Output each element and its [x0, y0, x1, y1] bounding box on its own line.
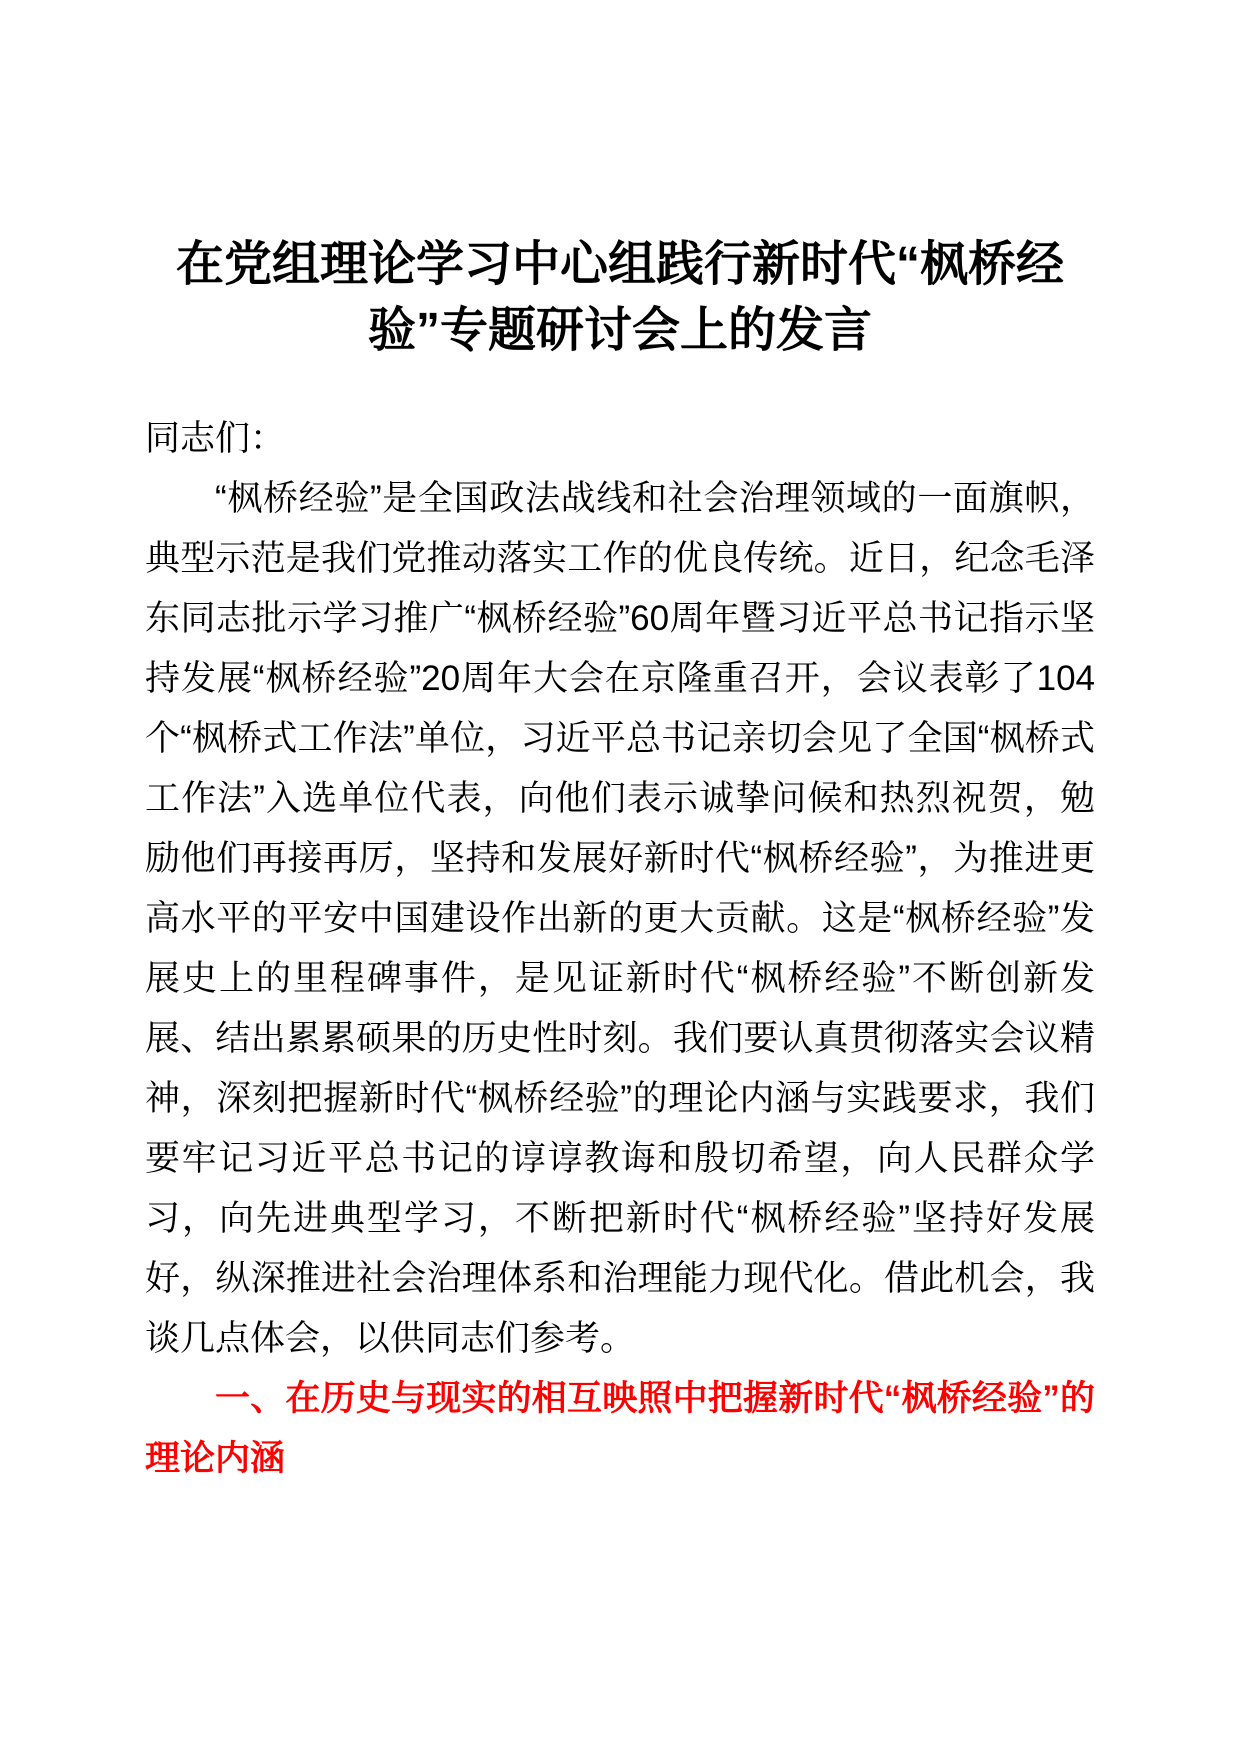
document-title: 在党组理论学习中心组践行新时代“枫桥经验”专题研讨会上的发言	[175, 238, 1064, 357]
salutation-line: 同志们：	[145, 419, 286, 458]
section-heading-1: 一、在历史与现实的相互映照中把握新时代“枫桥经验”的理论内涵	[145, 1379, 1095, 1478]
body-paragraph: “枫桥经验”是全国政法战线和社会治理领域的一面旗帜，典型示范是我们党推动落实工作的优良传统。近日，纪念毛泽东同志批示学习推广“枫桥经验”60周年暨习近平总书记指示坚持发展“枫桥经验”20周年大会在京隆重召开，会议表彰了104个“枫桥式工作法”单位，习近平总书记亲切会见了全国“枫桥式工作法”入选单位代表，向他们表示诚挚问候和热烈祝贺，勉励他们再接再厉，坚持和发展好新时代“枫桥经验”，为推进更高水平的平安中国建设作出新的更大贡献。这是“枫桥经验”发展史上的里程碑事件，是见证新时代“枫桥经验”不断创新发展、结出累累硕果的历史性时刻。我们要认真贯彻落实会议精神，深刻把握新时代“枫桥经验”的理论内涵与实践要求，我们要牢记习近平总书记的谆谆教诲和殷切希望，向人民群众学习，向先进典型学习，不断把新时代“枫桥经验”坚持好发展好，纵深推进社会治理体系和治理能力现代化。借此机会，我谈几点体会，以供同志们参考。	[145, 479, 1095, 1358]
